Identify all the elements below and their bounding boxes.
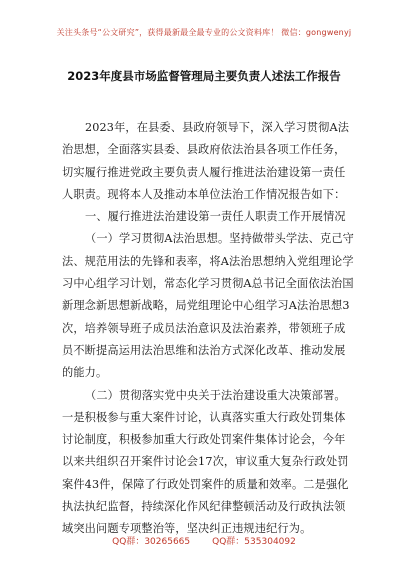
body-line: 治思想，全面落实县委、县政府依法治县各项工作任务， <box>62 143 346 157</box>
qq-group-2: QQ群：535304092 <box>212 537 296 547</box>
body-line: 法、规范用法的先锋和表率，将A法治思想纳入党组理论学 <box>62 254 354 268</box>
body-line: 员不断提高运用法治思维和法治方式深化改革、推动发展 <box>62 343 346 357</box>
body-line: 以来共组织召开案件讨论会17次，审议重大复杂行政处罚 <box>62 455 349 469</box>
body-line: 执法执纪监督，持续深化作风纪律整顿活动及行政执法领 <box>62 500 346 514</box>
document-title: 2023年度县市场监督管理局主要负责人述法工作报告 <box>67 69 341 83</box>
body-line: 新理念新思想新战略，局党组理论中心组学习A法治思想3 <box>62 299 350 313</box>
body-line: 一、履行推进法治建设第一责任人职责工作开展情况 <box>85 210 346 224</box>
body-line: 讨论制度，积极参加重大行政处罚案件集体讨论会，今年 <box>62 433 346 447</box>
body-line: （一）学习贯彻A法治思想。坚持做带头学法、克己守 <box>85 232 354 246</box>
header-note: 关注头条号“公文研究”，获得最新最全最专业的公文资料库！ 微信：gongwenyj <box>56 28 352 37</box>
body-line: 的能力。 <box>62 366 108 380</box>
body-line: 习中心组学习计划，常态化学习贯彻A总书记全面依法治国 <box>62 277 354 291</box>
body-line: 一是积极参与重大案件讨论，认真落实重大行政处罚集体 <box>62 410 346 424</box>
body-line: 切实履行推进党政主要负责人履行推进法治建设第一责任 <box>62 165 346 179</box>
body-line: 案件43件，保障了行政处罚案件的质量和效率。二是强化 <box>62 477 349 491</box>
body-line: 次，培养领导班子成员法治意识及法治素养，带领班子成 <box>62 321 346 335</box>
body-line: 人职责。现将本人及推动本单位法治工作情况报告如下： <box>62 187 346 201</box>
body-line: （二）贯彻落实党中央关于法治建设重大决策部署。 <box>85 388 346 402</box>
body-line: 域突出问题专项整治等，坚决纠正违规违纪行为。 <box>62 522 312 536</box>
body-line: 2023年，在县委、县政府领导下，深入学习贯彻A法 <box>85 121 350 134</box>
qq-group-1: QQ群：30265665 <box>112 537 191 547</box>
document-body <box>62 117 352 541</box>
footer <box>0 534 408 547</box>
